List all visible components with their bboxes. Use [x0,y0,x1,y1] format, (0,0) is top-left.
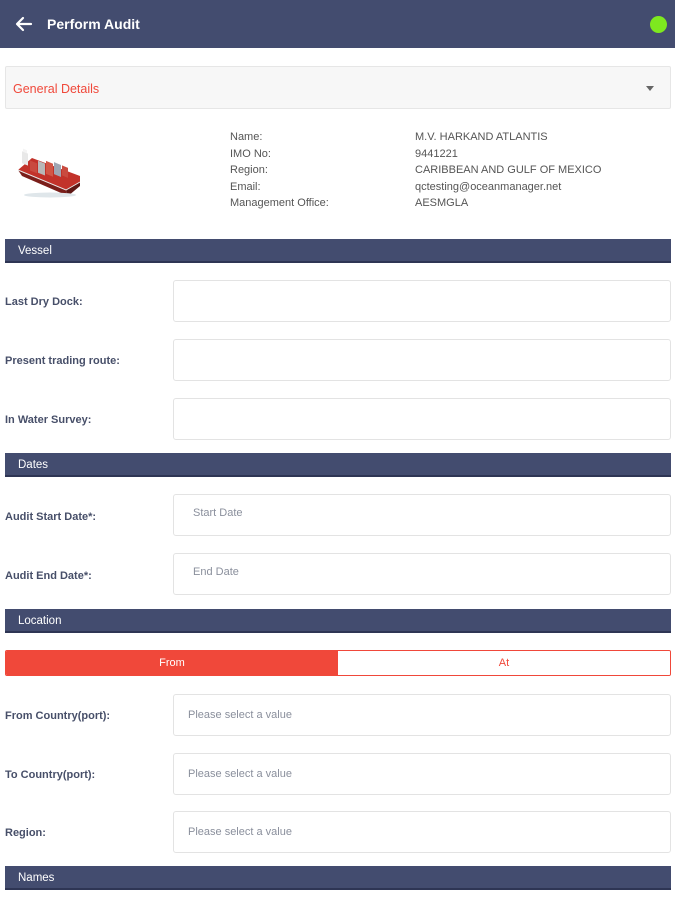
ship-icon [14,138,84,200]
section-header-dates: Dates [5,453,671,477]
info-value-region: CARIBBEAN AND GULF OF MEXICO [415,164,602,176]
general-details-dropdown[interactable] [5,66,671,109]
in-water-survey-input[interactable] [173,398,671,440]
info-value-name: M.V. HARKAND ATLANTIS [415,131,548,143]
section-header-names: Names [5,866,671,890]
to-country-port-select[interactable]: Please select a value [173,753,671,795]
info-label-region: Region: [230,164,268,176]
toggle-from[interactable]: From [6,651,338,675]
info-value-email: qctesting@oceanmanager.net [415,180,562,193]
audit-start-date-input[interactable]: Start Date [173,494,671,536]
audit-end-date-input[interactable]: End Date [173,553,671,595]
region-label: Region: [5,827,46,839]
last-dry-dock-label: Last Dry Dock: [5,296,83,308]
info-label-name: Name: [230,131,263,143]
to-country-port-label: To Country(port): [5,769,96,781]
from-country-port-select[interactable]: Please select a value [173,694,671,736]
section-header-location: Location [5,609,671,633]
vessel-info-values [415,129,601,212]
caret-down-icon [646,86,654,91]
present-trading-route-label: Present trading route: [5,355,120,367]
info-value-imo: 9441221 [415,147,458,160]
region-select[interactable]: Please select a value [173,811,671,853]
in-water-survey-label: In Water Survey: [5,414,92,426]
present-trading-route-input[interactable] [173,339,671,381]
last-dry-dock-input[interactable] [173,280,671,322]
general-details-title: General Details [13,82,100,96]
info-value-management-office: AESMGLA [415,197,469,209]
from-country-port-label: From Country(port): [5,710,111,722]
toggle-at[interactable]: At [338,651,670,675]
location-toggle [5,650,671,676]
audit-start-date-label: Audit Start Date*: [5,511,97,523]
section-header-vessel: Vessel [5,239,671,263]
vessel-info-labels [230,129,329,212]
page-title: Perform Audit [47,16,140,32]
info-label-email: Email: [230,180,261,193]
info-label-management-office: Management Office: [230,197,329,209]
top-app-bar [0,0,675,48]
info-label-imo: IMO No: [230,147,271,160]
online-status-indicator [650,16,667,33]
arrow-left-icon[interactable] [14,14,34,34]
audit-end-date-label: Audit End Date*: [5,570,92,582]
